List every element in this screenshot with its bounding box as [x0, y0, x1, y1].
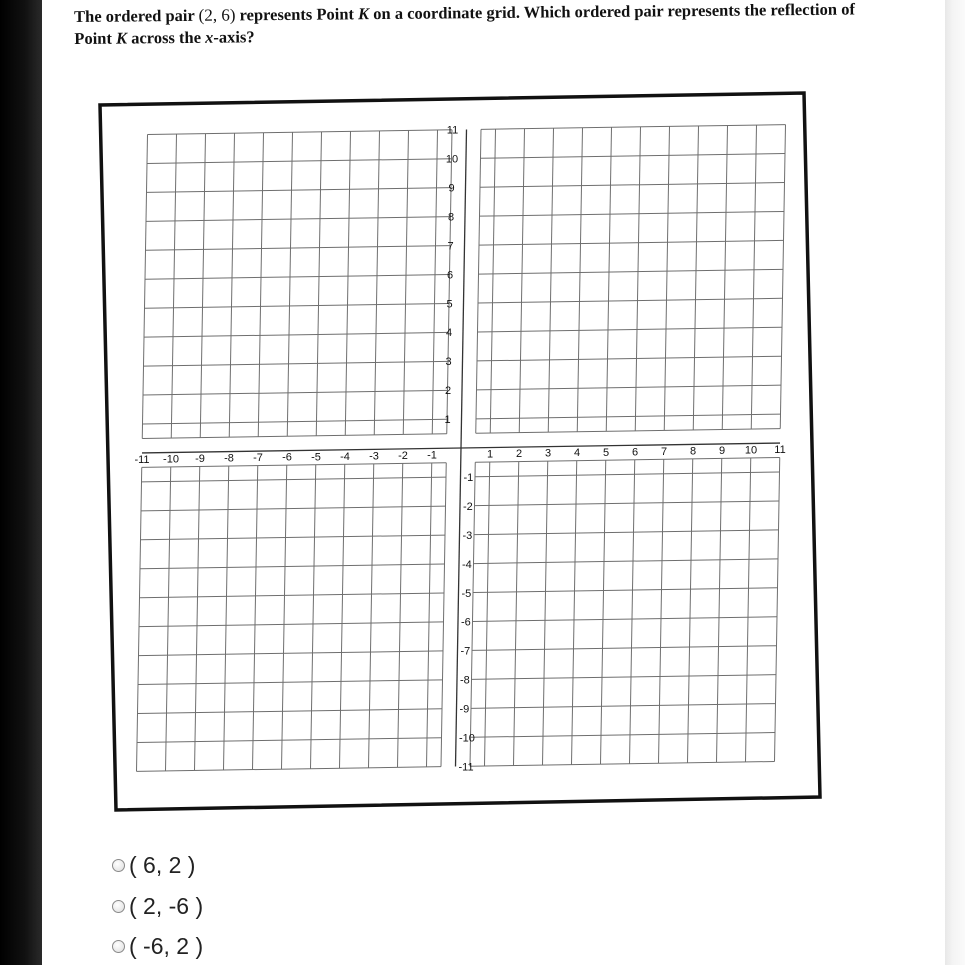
x-tick-label: -8 — [224, 452, 234, 465]
y-tick-label: -5 — [461, 587, 472, 600]
y-tick-label: 4 — [445, 327, 453, 340]
x-tick-label: -9 — [195, 453, 205, 466]
y-tick-label: -3 — [462, 529, 473, 542]
x-tick-label: -1 — [427, 449, 437, 462]
y-tick-label: -1 — [463, 471, 474, 484]
choice-label: ( -6, 2 ) — [129, 932, 204, 959]
radio-button-icon[interactable] — [112, 859, 125, 872]
choice-label: ( 2, -6 ) — [129, 892, 204, 919]
y-tick-label: -8 — [460, 674, 470, 687]
y-tick-label: 5 — [446, 298, 453, 311]
x-tick-label: -5 — [311, 451, 321, 464]
question-coordinate: (2, 6) — [198, 5, 236, 25]
x-tick-label: 9 — [718, 444, 726, 457]
x-tick-label: -2 — [398, 449, 408, 462]
x-tick-label: 6 — [631, 446, 639, 459]
radio-button-icon[interactable] — [112, 940, 125, 953]
x-tick-label: 3 — [544, 447, 552, 460]
x-tick-label: 7 — [660, 445, 668, 458]
y-tick-label: 6 — [446, 269, 454, 282]
y-tick-label: -4 — [462, 558, 472, 571]
y-tick-label: 1 — [444, 414, 451, 427]
x-tick-label: 5 — [602, 446, 610, 459]
x-tick-label: 11 — [774, 444, 786, 457]
radio-button-icon[interactable] — [112, 900, 125, 913]
choice-option-3[interactable] — [112, 931, 203, 961]
x-tick-label: -10 — [163, 453, 179, 466]
question-part: on a coordinate grid. Which ordered pair represents the reflection of Point — [74, 0, 855, 48]
x-tick-label: 10 — [744, 444, 758, 457]
y-tick-label: -2 — [463, 500, 473, 513]
y-tick-label: -11 — [458, 761, 474, 774]
x-tick-label: -4 — [340, 450, 350, 463]
x-tick-label: 4 — [573, 447, 581, 460]
question-part: across the — [126, 27, 206, 48]
choice-label: ( 6, 2 ) — [129, 851, 196, 878]
choice-option-1[interactable] — [112, 850, 195, 880]
y-tick-label: -9 — [459, 703, 470, 716]
x-tick-label: -11 — [134, 453, 150, 466]
y-tick-label: 3 — [445, 356, 452, 369]
question-part: The ordered pair — [74, 5, 199, 26]
axis-name: x — [205, 27, 214, 47]
x-tick-label: 2 — [515, 448, 523, 461]
choice-option-2[interactable] — [112, 891, 203, 921]
y-tick-label: -7 — [460, 645, 471, 658]
y-tick-label: 2 — [444, 385, 452, 398]
question-part: -axis? — [213, 27, 255, 47]
x-tick-label: -6 — [282, 451, 292, 464]
y-tick-label: 9 — [448, 182, 455, 195]
point-name: K — [115, 28, 128, 48]
x-tick-label: 1 — [486, 448, 494, 461]
x-tick-label: -7 — [253, 452, 263, 465]
point-name: K — [358, 4, 370, 24]
y-tick-label: 10 — [445, 153, 459, 166]
y-tick-label: 11 — [446, 124, 459, 137]
y-tick-label: -6 — [461, 616, 471, 629]
x-tick-label: 8 — [689, 445, 697, 458]
y-tick-label: -10 — [459, 732, 475, 745]
x-tick-label: -3 — [369, 450, 379, 463]
y-tick-label: 8 — [447, 211, 455, 224]
question-part: represents Point — [235, 4, 359, 25]
y-tick-label: 7 — [447, 240, 454, 253]
